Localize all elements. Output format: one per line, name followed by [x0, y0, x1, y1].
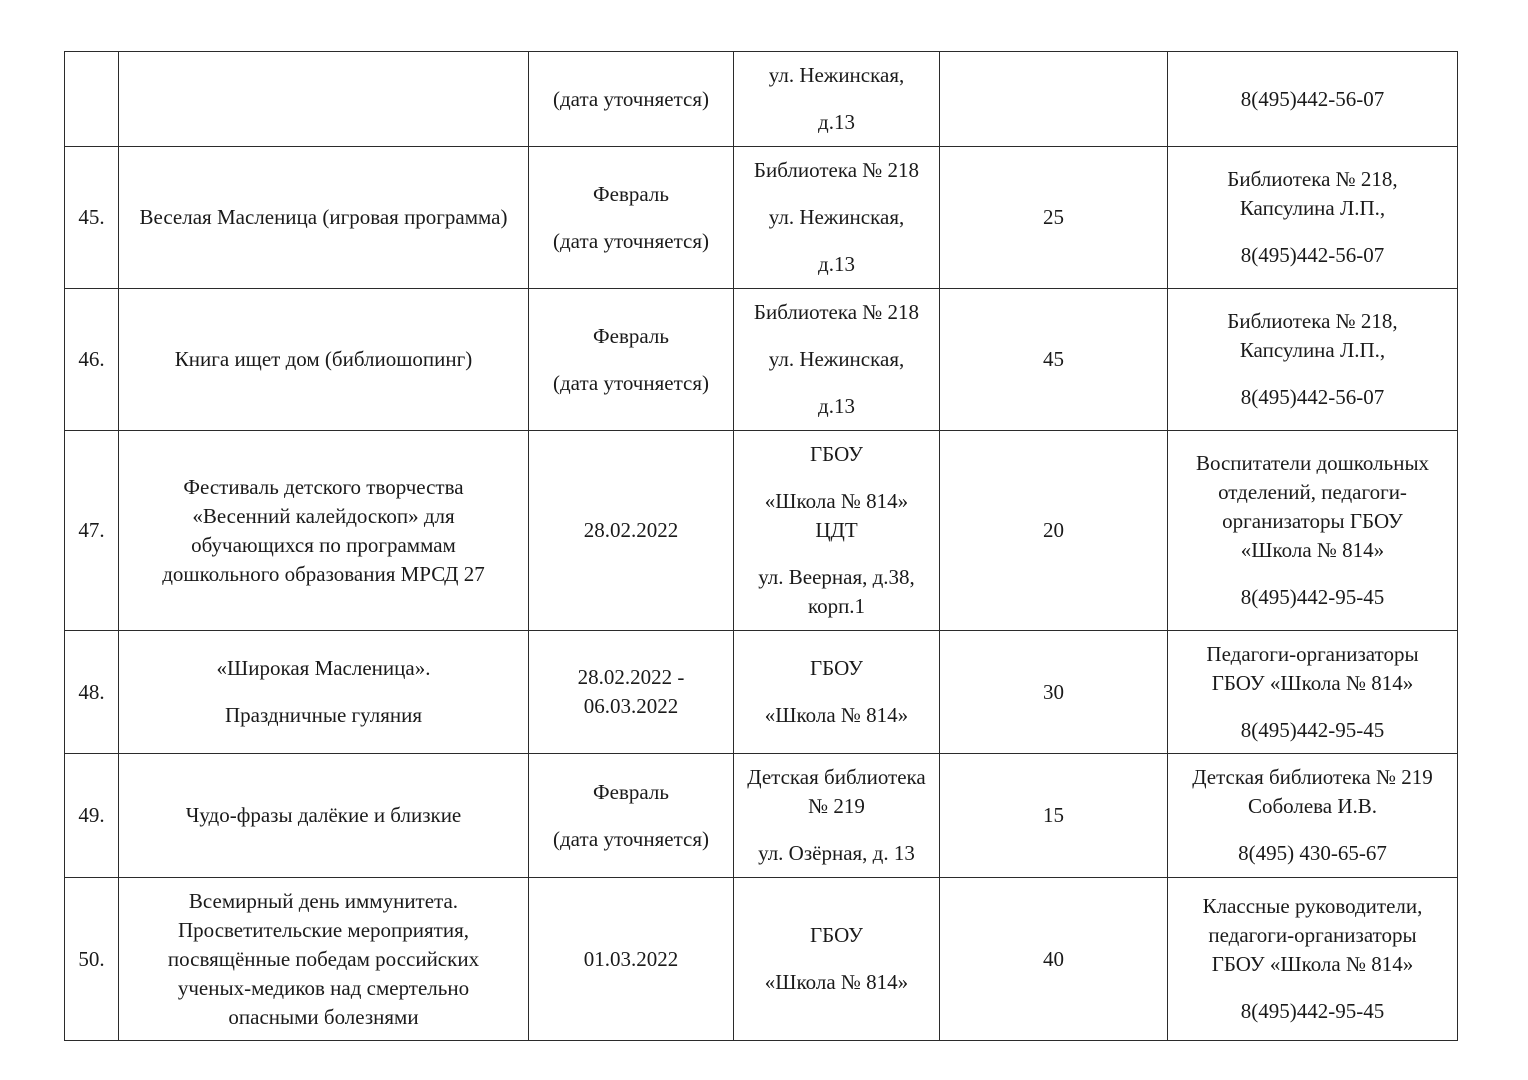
place-cell — [734, 289, 940, 431]
event-line: обучающихся по программам — [191, 532, 456, 557]
table-row — [65, 431, 1458, 631]
responsible-line: Капсулина Л.П., — [1239, 338, 1386, 362]
date-cell — [529, 631, 734, 754]
responsible-cell — [1168, 631, 1458, 754]
event-line: Праздничные гуляния — [224, 703, 422, 727]
place-cell — [734, 754, 940, 878]
responsible-cell — [1168, 52, 1458, 147]
event-line: дошкольного образования МРСД 27 — [162, 561, 485, 586]
place-line: «Школа № 814» — [764, 703, 909, 727]
participants-cell: 30 — [940, 631, 1168, 754]
table-row — [65, 631, 1458, 754]
date-cell — [529, 878, 734, 1041]
date-line: (дата уточняется) — [552, 228, 709, 253]
place-line: д.13 — [818, 110, 855, 134]
event-cell — [119, 289, 529, 431]
place-line: «Школа № 814» — [764, 970, 909, 994]
responsible-line: отделений, педагоги- — [1218, 480, 1407, 504]
responsible-line: «Школа № 814» — [1240, 538, 1385, 562]
event-line: Чудо-фразы далёкие и близкие — [185, 803, 462, 827]
event-line: Просветительские мероприятия, — [178, 917, 469, 942]
date-cell — [529, 147, 734, 289]
event-line: Книга ищет дом (библиошопинг) — [174, 347, 473, 371]
events-table — [64, 51, 1458, 1041]
date-line: Февраль — [593, 323, 669, 348]
responsible-cell — [1168, 754, 1458, 878]
place-line: ул. Озёрная, д. 13 — [758, 841, 915, 865]
responsible-cell — [1168, 147, 1458, 289]
place-line: Библиотека № 218 — [753, 300, 920, 324]
event-line: посвящённые победам российских — [167, 946, 480, 971]
row-number — [65, 52, 119, 147]
responsible-cell — [1168, 431, 1458, 631]
place-line: корп.1 — [807, 594, 866, 618]
responsible-line: ГБОУ «Школа № 814» — [1211, 670, 1414, 695]
place-cell — [734, 147, 940, 289]
event-line: Фестиваль детского творчества — [183, 474, 464, 499]
responsible-line: Педагоги-организаторы — [1206, 641, 1419, 666]
event-line: «Широкая Масленица». — [216, 656, 431, 680]
responsible-line: Классные руководители, — [1202, 894, 1423, 918]
place-line: Библиотека № 218 — [753, 158, 920, 182]
responsible-line: 8(495)442-95-45 — [1240, 585, 1385, 609]
responsible-line: педагоги-организаторы — [1208, 923, 1417, 947]
place-line: ул. Нежинская, — [768, 205, 905, 229]
participants-cell — [940, 52, 1168, 147]
responsible-line: 8(495)442-95-45 — [1240, 999, 1385, 1023]
row-number: 48. — [65, 631, 119, 754]
table-row — [65, 147, 1458, 289]
place-line: Детская библиотека — [747, 765, 926, 789]
participants-cell: 40 — [940, 878, 1168, 1041]
date-line: 01.03.2022 — [583, 946, 679, 971]
responsible-line: Библиотека № 218, — [1227, 167, 1398, 191]
table-row — [65, 289, 1458, 431]
event-cell — [119, 631, 529, 754]
participants-cell: 45 — [940, 289, 1168, 431]
date-cell — [529, 289, 734, 431]
responsible-line: 8(495)442-56-07 — [1240, 243, 1385, 267]
responsible-line: 8(495) 430-65-67 — [1238, 841, 1387, 865]
event-line: ученых-медиков над смертельно — [177, 975, 470, 1000]
table-row — [65, 52, 1458, 147]
responsible-line: Воспитатели дошкольных — [1195, 451, 1430, 475]
date-line: (дата уточняется) — [552, 86, 709, 111]
row-number: 45. — [65, 147, 119, 289]
date-line: Февраль — [593, 181, 669, 206]
place-cell — [734, 631, 940, 754]
place-line: д.13 — [818, 252, 855, 276]
event-cell — [119, 431, 529, 631]
date-line: (дата уточняется) — [552, 826, 709, 851]
place-line: ГБОУ — [810, 442, 863, 466]
place-line: ул. Нежинская, — [768, 63, 905, 87]
place-cell — [734, 52, 940, 147]
date-cell — [529, 52, 734, 147]
responsible-line: Соболева И.В. — [1247, 794, 1378, 818]
place-line: ул. Нежинская, — [768, 347, 905, 371]
responsible-cell — [1168, 878, 1458, 1041]
place-line: «Школа № 814» — [764, 489, 909, 513]
date-line: 06.03.2022 — [583, 694, 679, 718]
event-line: «Весенний калейдоскоп» для — [192, 503, 455, 528]
responsible-line: 8(495)442-56-07 — [1240, 385, 1385, 409]
participants-cell: 15 — [940, 754, 1168, 878]
responsible-cell — [1168, 289, 1458, 431]
row-number: 49. — [65, 754, 119, 878]
event-cell — [119, 147, 529, 289]
event-line: Веселая Масленица (игровая программа) — [139, 205, 508, 229]
event-cell — [119, 878, 529, 1041]
responsible-line: ГБОУ «Школа № 814» — [1211, 952, 1414, 976]
responsible-line: Библиотека № 218, — [1227, 309, 1398, 333]
date-line: Февраль — [593, 779, 669, 804]
responsible-line: 8(495)442-95-45 — [1240, 717, 1385, 742]
responsible-line: организаторы ГБОУ — [1222, 509, 1403, 533]
date-line: 28.02.2022 - — [577, 665, 685, 689]
event-cell — [119, 754, 529, 878]
table-row — [65, 878, 1458, 1041]
event-line: опасными болезнями — [228, 1004, 419, 1029]
table-row — [65, 754, 1458, 878]
participants-cell: 20 — [940, 431, 1168, 631]
responsible-line: Капсулина Л.П., — [1239, 196, 1386, 220]
event-line: Всемирный день иммунитета. — [188, 888, 459, 913]
date-cell — [529, 431, 734, 631]
place-cell — [734, 878, 940, 1041]
row-number: 47. — [65, 431, 119, 631]
place-line: д.13 — [818, 394, 855, 418]
place-line: ГБОУ — [810, 923, 863, 947]
responsible-line: 8(495)442-56-07 — [1240, 86, 1385, 111]
place-line: ГБОУ — [810, 656, 863, 680]
row-number: 50. — [65, 878, 119, 1041]
responsible-line: Детская библиотека № 219 — [1192, 765, 1433, 789]
place-cell — [734, 431, 940, 631]
event-cell — [119, 52, 529, 147]
row-number: 46. — [65, 289, 119, 431]
place-line: № 219 — [808, 794, 865, 818]
date-line: (дата уточняется) — [552, 370, 709, 395]
participants-cell: 25 — [940, 147, 1168, 289]
place-line: ЦДТ — [815, 518, 858, 542]
date-line: 28.02.2022 — [583, 518, 679, 542]
date-cell — [529, 754, 734, 878]
place-line: ул. Веерная, д.38, — [758, 565, 915, 589]
